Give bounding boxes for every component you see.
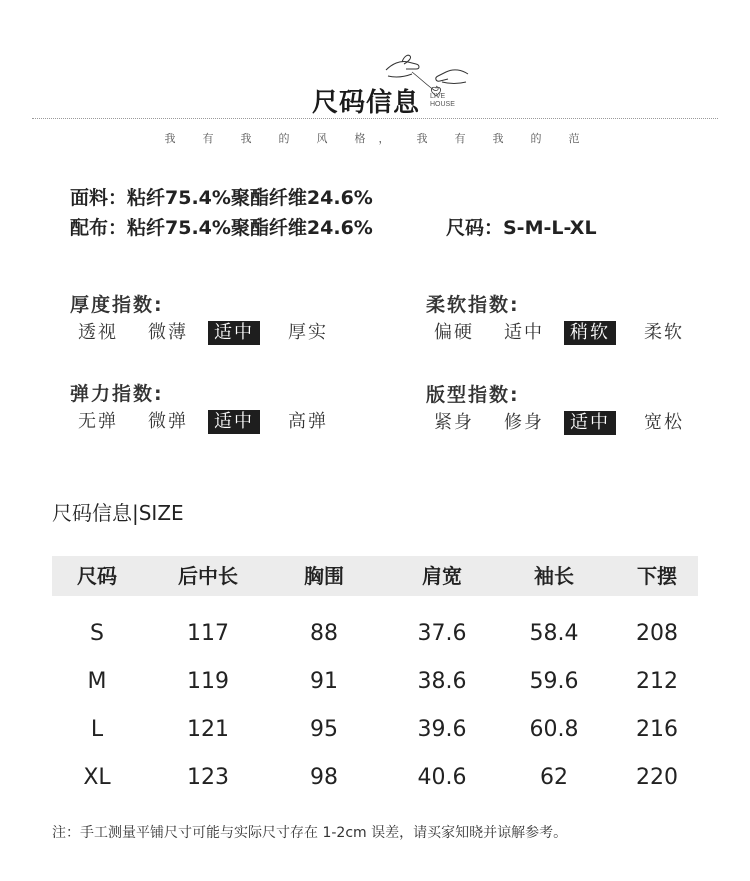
col-header: 尺码 (77, 564, 117, 588)
softness-option: 偏硬 (434, 322, 474, 343)
col-header: 袖长 (534, 564, 574, 588)
softness-option-selected: 稍软 (564, 321, 616, 345)
brand-line-2: HOUSE (430, 101, 455, 108)
table-cell: L (90, 717, 104, 742)
motto (0, 130, 750, 146)
table-cell: 117 (187, 621, 229, 646)
size-section-heading: 尺码信息|SIZE (52, 501, 184, 525)
motto-char: 有 (454, 132, 466, 145)
motto-char: 我 (240, 132, 252, 145)
table-row (52, 610, 698, 658)
motto-char: 有 (202, 132, 214, 145)
header (0, 40, 750, 120)
elasticity-option: 无弹 (78, 411, 118, 432)
table-cell: 95 (310, 717, 338, 742)
motto-char: ， (378, 132, 390, 145)
table-cell: 98 (310, 765, 338, 790)
motto-char: 风 (316, 132, 328, 145)
fit-option-selected: 适中 (564, 411, 616, 435)
motto-char: 我 (492, 132, 504, 145)
thickness-option: 厚实 (288, 322, 328, 343)
motto-char: 的 (530, 132, 542, 145)
fit-option: 修身 (504, 412, 544, 433)
brand-mark (430, 93, 455, 109)
fit-index-title: 版型指数: (426, 384, 520, 406)
motto-char: 格 (354, 132, 366, 145)
table-cell: 58.4 (529, 621, 579, 646)
motto-char: 我 (416, 132, 428, 145)
brand-line-1: LIVE (430, 93, 446, 100)
elasticity-option: 高弹 (288, 411, 328, 432)
fabric-material: 面料：粘纤75.4%聚酯纤维24.6% (70, 187, 373, 209)
fit-option: 宽松 (644, 412, 684, 433)
elasticity-option: 微弹 (148, 411, 188, 432)
table-header (52, 556, 698, 596)
motto-char: 我 (164, 132, 176, 145)
table-cell: 60.8 (529, 717, 579, 742)
table-cell: 119 (187, 669, 229, 694)
fit-option: 紧身 (434, 412, 474, 433)
table-cell: XL (83, 765, 111, 790)
dotted-divider (32, 118, 718, 119)
table-cell: 121 (187, 717, 229, 742)
motto-char: 的 (278, 132, 290, 145)
table-cell: 123 (187, 765, 229, 790)
table-cell: 38.6 (417, 669, 467, 694)
table-cell: M (87, 669, 107, 694)
col-header: 下摆 (637, 564, 677, 588)
table-cell: 59.6 (529, 669, 579, 694)
col-header: 胸围 (304, 564, 344, 588)
softness-option: 柔软 (644, 322, 684, 343)
page-title: 尺码信息 (312, 88, 421, 118)
table-cell: 91 (310, 669, 338, 694)
table-cell: S (90, 621, 104, 646)
table-cell: 216 (636, 717, 678, 742)
table-cell: 220 (636, 765, 678, 790)
col-header: 肩宽 (422, 564, 462, 588)
softness-index-title: 柔软指数: (426, 294, 520, 316)
table-cell: 39.6 (417, 717, 467, 742)
measurement-note: 注：手工测量平铺尺寸可能与实际尺寸存在 1-2cm 误差，请买家知晓并谅解参考。 (52, 825, 568, 841)
fabric-lining: 配布：粘纤75.4%聚酯纤维24.6% (70, 217, 373, 239)
table-body (52, 610, 698, 802)
size-table (52, 556, 698, 790)
thickness-option: 透视 (78, 322, 118, 343)
size-range: 尺码：S-M-L-XL (446, 217, 597, 239)
table-row (52, 754, 698, 802)
softness-option: 适中 (504, 322, 544, 343)
thickness-option-selected: 适中 (208, 321, 260, 345)
thickness-option: 微薄 (148, 322, 188, 343)
table-row (52, 658, 698, 706)
elasticity-option-selected: 适中 (208, 410, 260, 434)
elasticity-index-title: 弹力指数: (70, 383, 164, 405)
table-cell: 88 (310, 621, 338, 646)
table-cell: 62 (540, 765, 568, 790)
table-row (52, 706, 698, 754)
table-cell: 37.6 (417, 621, 467, 646)
motto-char: 范 (568, 132, 580, 145)
table-cell: 212 (636, 669, 678, 694)
table-cell: 40.6 (417, 765, 467, 790)
table-cell: 208 (636, 621, 678, 646)
col-header: 后中长 (178, 564, 238, 588)
thickness-index-title: 厚度指数: (70, 294, 164, 316)
